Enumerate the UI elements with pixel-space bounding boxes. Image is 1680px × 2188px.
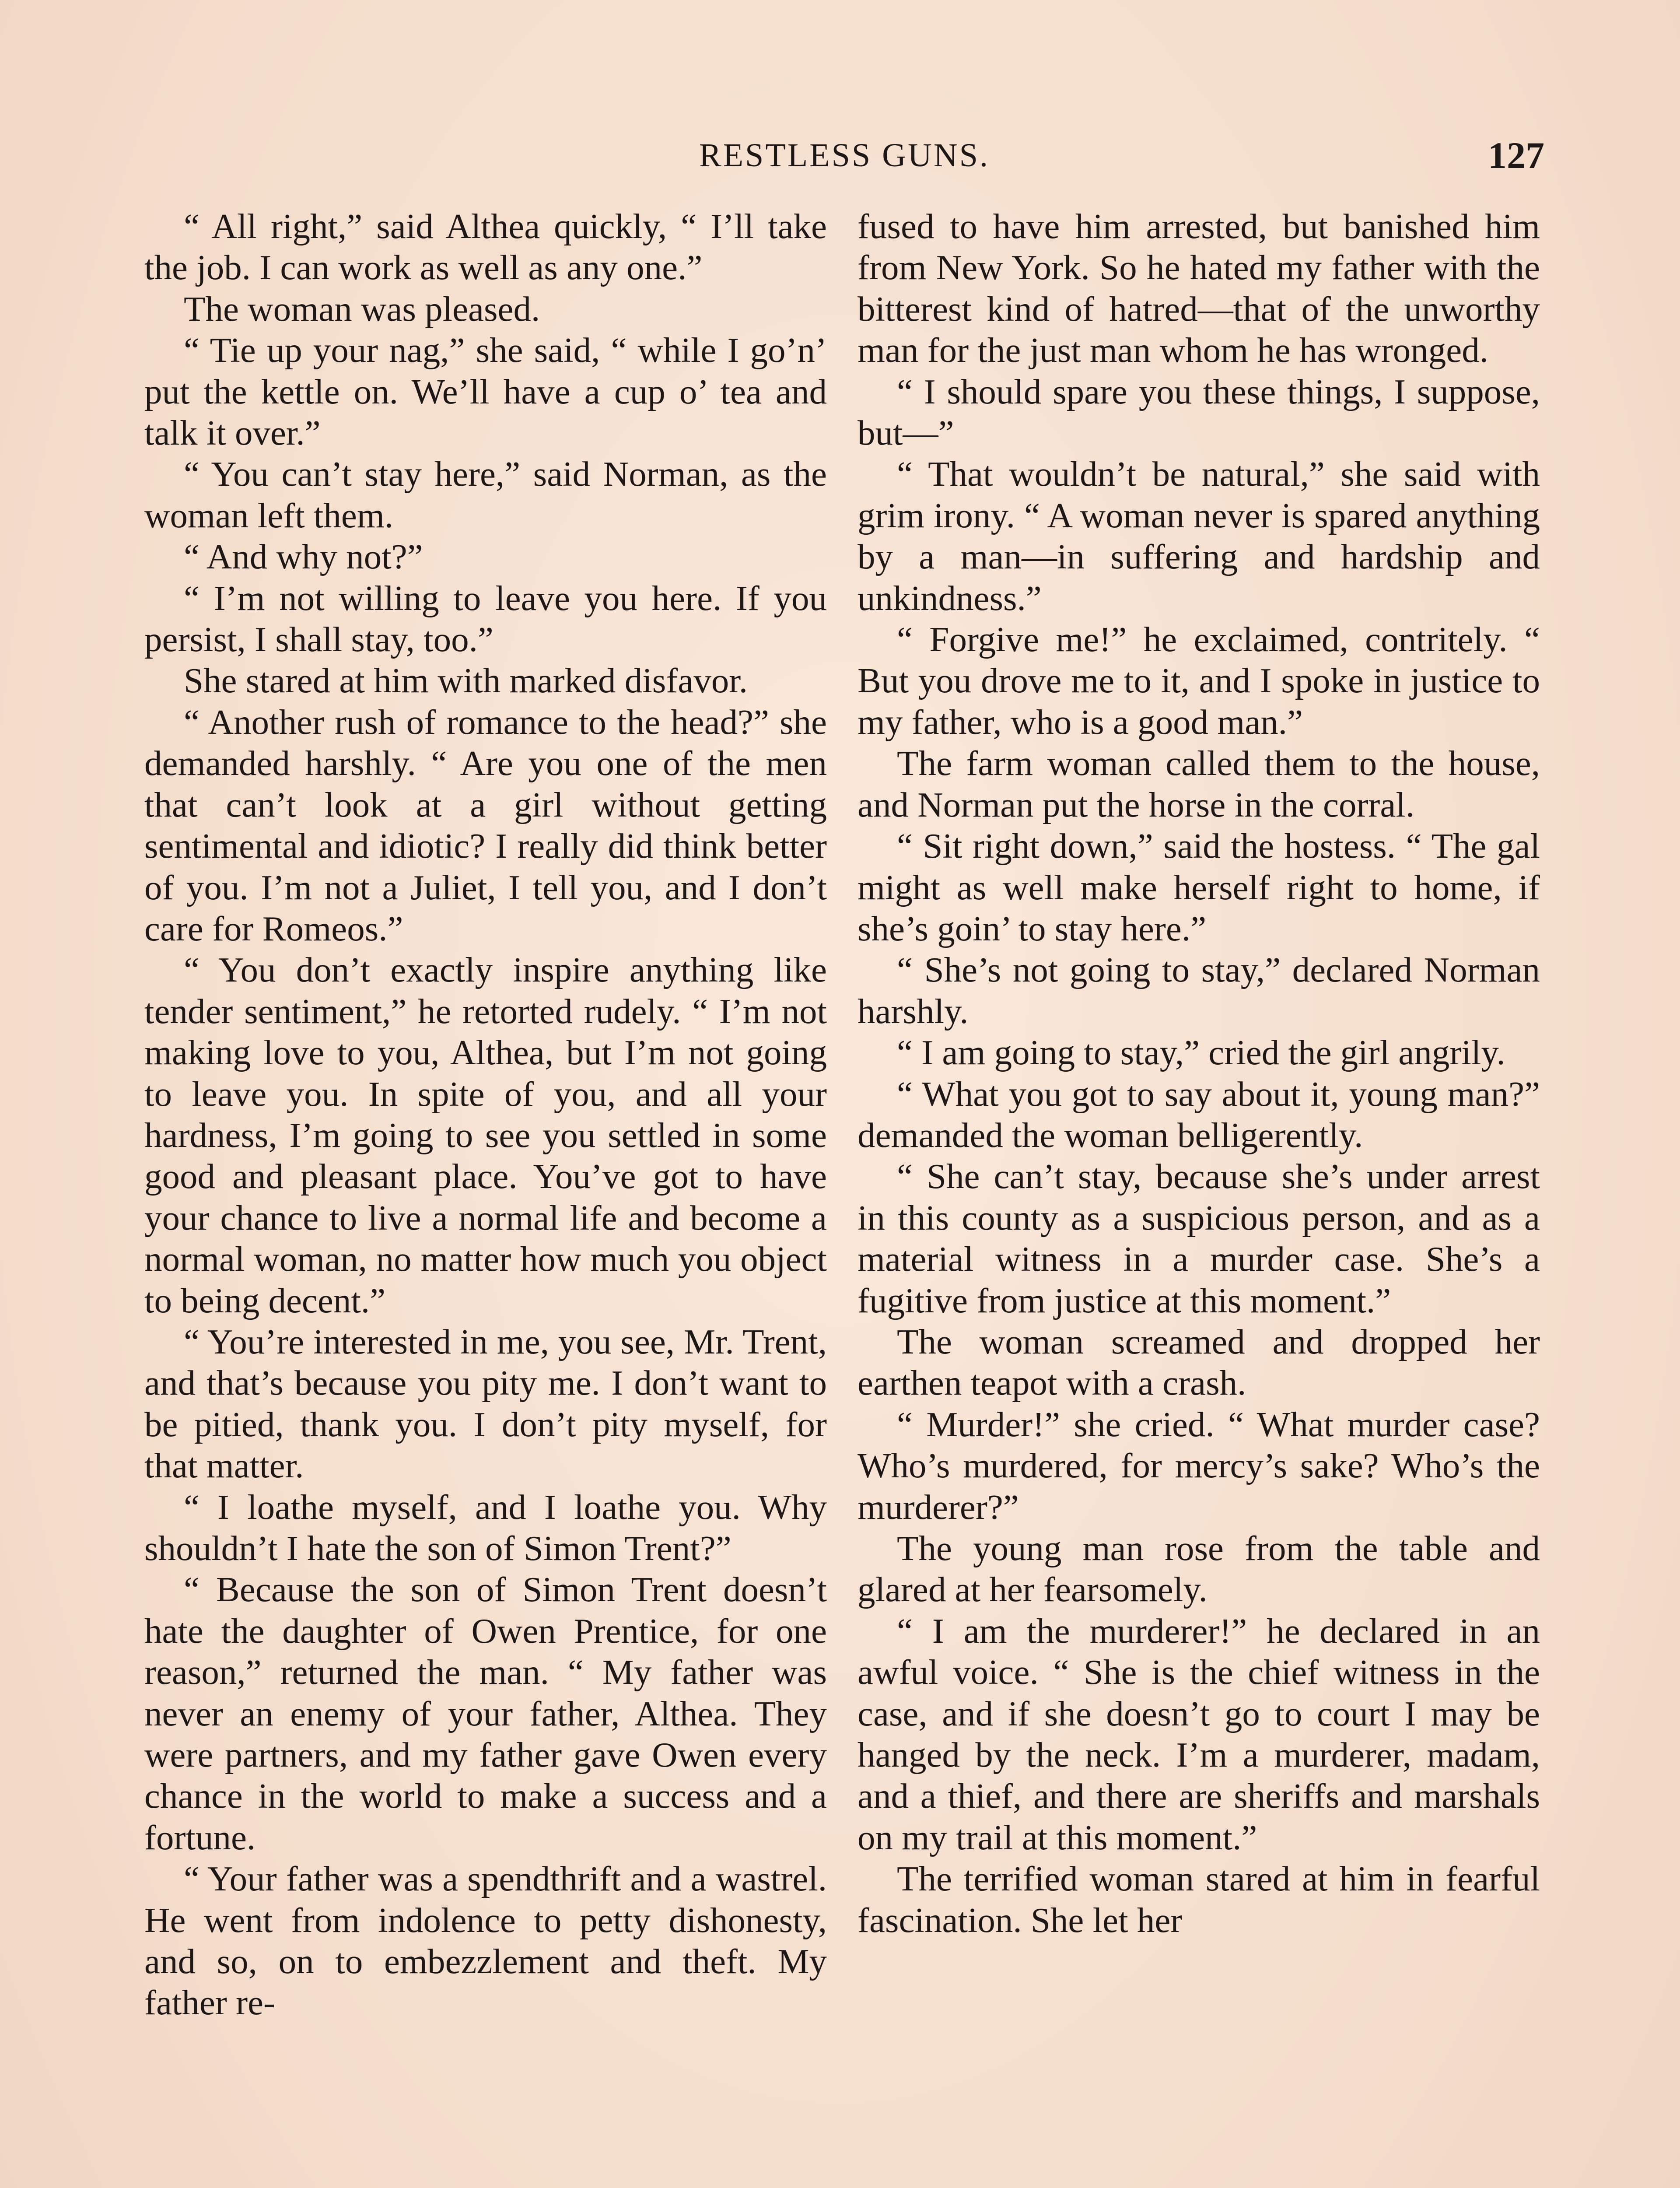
paragraph: The farm woman called them to the house, and Norman put the horse in the corral. bbox=[858, 743, 1540, 824]
paragraph: “ I should spare you these things, I suppose, but—” bbox=[858, 372, 1540, 453]
paragraph: “ Because the son of Simon Trent doesn’t hate the daughter of Owen Prentice, for one reason,” returned the man. “ My father was never an enemy of your father, Althea. They were partners, and my father gave Owen every chance in the world to make a success and a fortune. bbox=[144, 1570, 827, 1857]
paragraph: The terrified woman stared at him in fearful fascination. She let her bbox=[858, 1859, 1540, 1940]
paragraph: The woman was pleased. bbox=[184, 289, 540, 329]
page-header bbox=[144, 131, 1544, 179]
paragraph-continued: fused to have him arrested, but banished him from New York. So he hated my father with the bitterest kind of hatred—that of the unworthy man for the just man whom he has wronged. bbox=[858, 207, 1540, 370]
paragraph: “ That wouldn’t be natural,” she said with grim irony. “ A woman never is spared anything by a man—in suffering and hardship and unkindness.” bbox=[858, 454, 1540, 618]
paragraph: “ I am going to stay,” cried the girl angrily. bbox=[897, 1033, 1505, 1073]
paragraph: “ You don’t exactly inspire anything like tender sentiment,” he retorted rudely. “ I’m not making love to you, Althea, but I’m not going to leave you. In spite of you, and all your hardness, I’m going to see you settled in some good and pleasant place. You’ve got to have your chance to live a normal life and become a normal woman, no matter how much you object to being decent.” bbox=[144, 950, 827, 1320]
paragraph: “ You can’t stay here,” said Norman, as the woman left them. bbox=[144, 454, 827, 535]
paragraph: “ I am the murderer!” he declared in an awful voice. “ She is the chief witness in the case, and if she doesn’t go to court I may be hanged by the neck. I’m a murderer, madam, and a thief, and there are sheriffs and marshals on my trail at this moment.” bbox=[858, 1611, 1540, 1857]
paragraph: “ I loathe myself, and I loathe you. Why shouldn’t I hate the son of Simon Trent?” bbox=[144, 1487, 827, 1568]
paragraph: “ Your father was a spendthrift and a wastrel. He went from indolence to petty dishonesty, and so, on to embezzlement and theft. My father re- bbox=[144, 1859, 827, 2023]
paragraph: She stared at him with marked disfavor. bbox=[184, 661, 748, 701]
paragraph: “ Another rush of romance to the head?” she demanded harshly. “ Are you one of the men that can’t look at a girl without getting sentimental and idiotic? I really did think better of you. I’m not a Juliet, I tell you, and I don’t care for Romeos.” bbox=[144, 702, 827, 948]
paragraph: “ She’s not going to stay,” declared Norman harshly. bbox=[858, 950, 1540, 1031]
right-column bbox=[858, 206, 1540, 2188]
paragraph: “ Tie up your nag,” she said, “ while I go’n’ put the kettle on. We’ll have a cup o’ tea and talk it over.” bbox=[144, 330, 827, 453]
paragraph: The young man rose from the table and glared at her fearsomely. bbox=[858, 1529, 1540, 1609]
paragraph: “ I’m not willing to leave you here. If you persist, I shall stay, too.” bbox=[144, 578, 827, 659]
paragraph: “ And why not?” bbox=[184, 537, 423, 577]
left-column bbox=[144, 206, 827, 2188]
running-head: RESTLESS GUNS. bbox=[699, 137, 990, 174]
paragraph: “ Murder!” she cried. “ What murder case? Who’s murdered, for mercy’s sake? Who’s the murderer?” bbox=[858, 1404, 1540, 1527]
paragraph: “ What you got to say about it, young man?” demanded the woman belligerently. bbox=[858, 1074, 1540, 1155]
paragraph: “ Forgive me!” he exclaimed, contritely. “ But you drove me to it, and I spoke in justice to my father, who is a good man.” bbox=[858, 620, 1540, 742]
paragraph: “ Sit right down,” said the hostess. “ The gal might as well make herself right to home, if she’s goin’ to stay here.” bbox=[858, 826, 1540, 948]
paragraph: “ You’re interested in me, you see, Mr. Trent, and that’s because you pity me. I don’t want to be pitied, thank you. I don’t pity myself, for that matter. bbox=[144, 1322, 827, 1486]
paragraph: The woman screamed and dropped her earthen teapot with a crash. bbox=[858, 1322, 1540, 1403]
page-number: 127 bbox=[1488, 134, 1544, 176]
paragraph: “ She can’t stay, because she’s under arrest in this county as a suspicious person, and as a material witness in a murder case. She’s a fugitive from justice at this moment.” bbox=[858, 1157, 1540, 1320]
paragraph: “ All right,” said Althea quickly, “ I’ll take the job. I can work as well as any one.” bbox=[144, 207, 827, 288]
